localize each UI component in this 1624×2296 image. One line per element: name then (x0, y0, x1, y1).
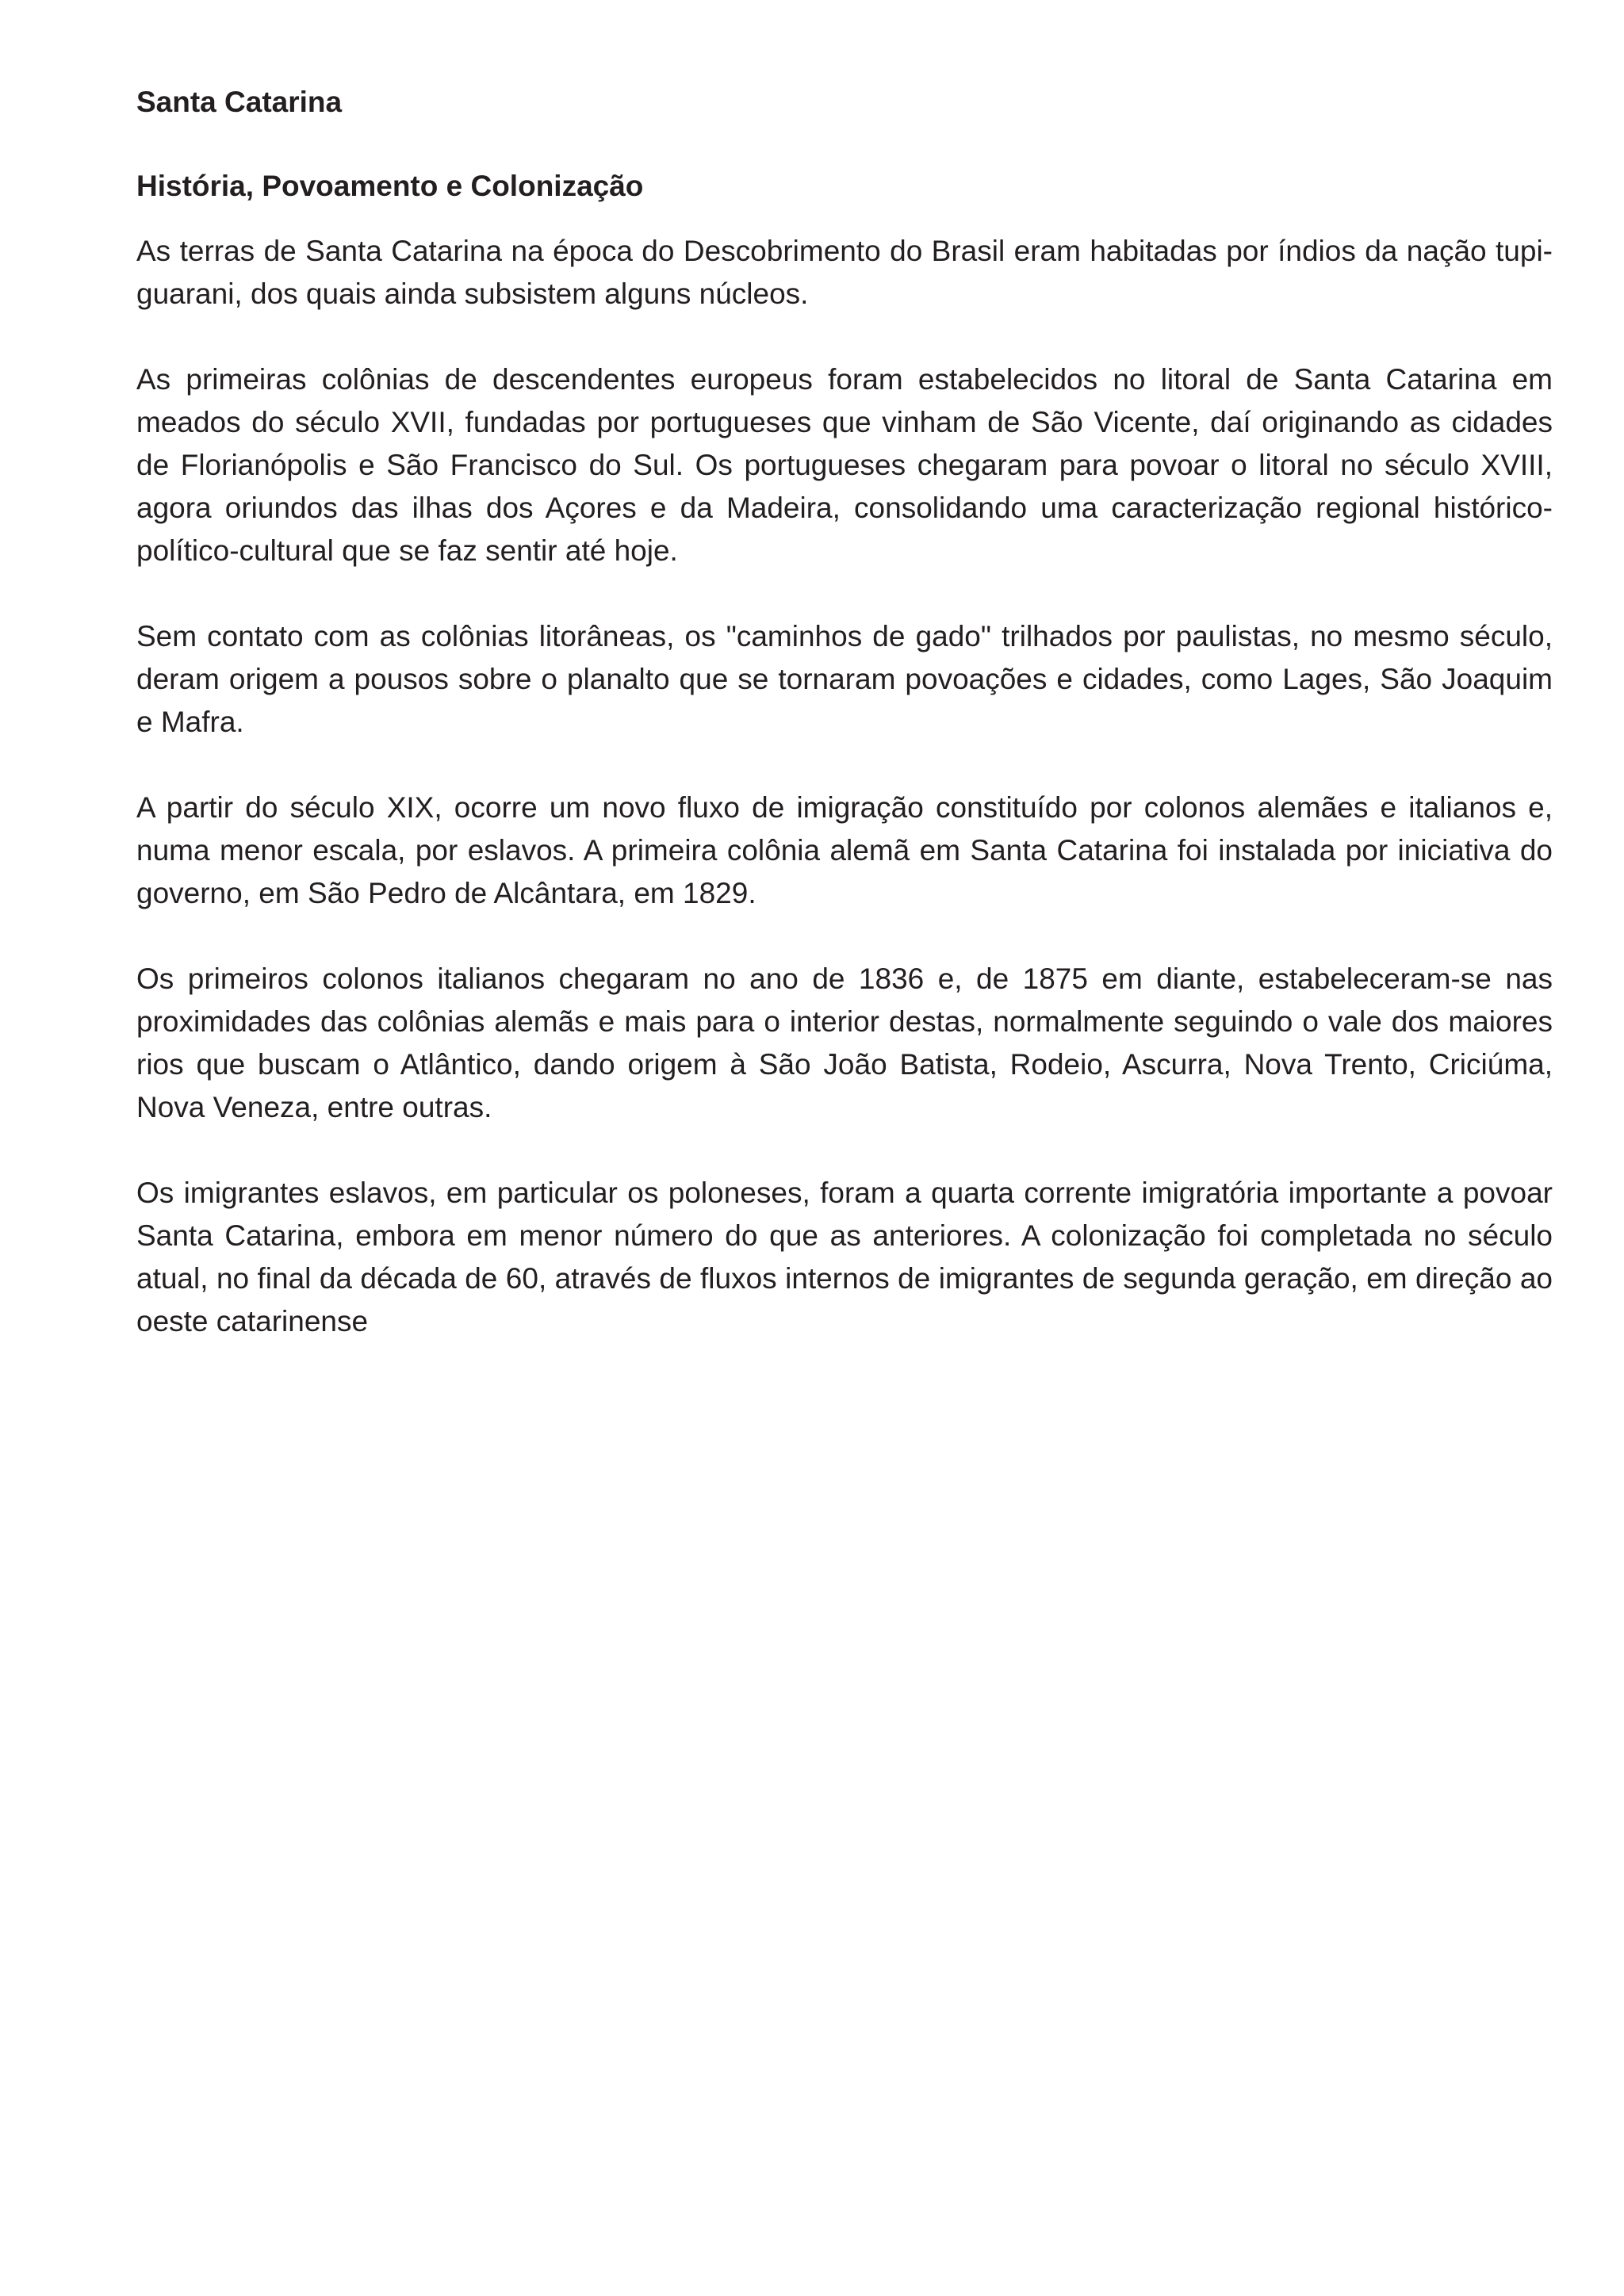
paragraph-portuguese-colonies: As primeiras colônias de descendentes europeus foram estabelecidos no litoral de Santa Catarina em meados do século XVII, fundadas por portugueses que vinham de São Vicente, daí originando as cidades de Florianópolis e São Francisco do Sul. Os portugueses chegaram para povoar o litoral no século XVIII, agora oriundos das ilhas dos Açores e da Madeira, consolidando uma caracterização regional histórico-político-cultural que se faz sentir até hoje. (136, 363, 1553, 567)
paragraph-indigenous: As terras de Santa Catarina na época do Descobrimento do Brasil eram habitadas por índios da nação tupi-guarani, dos quais ainda subsistem alguns núcleos. (136, 235, 1553, 310)
paragraph-list (136, 230, 1553, 1343)
paragraph-cattle-trails: Sem contato com as colônias litorâneas, os "caminhos de gado" trilhados por paulistas, no mesmo século, deram origem a pousos sobre o planalto que se tornaram povoações e cidades, como Lages, São Joaquim e Mafra. (136, 620, 1553, 738)
document-body (136, 82, 1553, 1386)
section-heading: História, Povoamento e Colonização (136, 170, 644, 202)
paragraph-slavic-immigrants: Os imigrantes eslavos, em particular os poloneses, foram a quarta corrente imigratória importante a povoar Santa Catarina, embora em menor número do que as anteriores. A colonização foi completada no século atual, no final da década de 60, através de fluxos internos de imigrantes de segunda geração, em direção ao oeste catarinense (136, 1177, 1553, 1337)
paragraph-german-immigration: A partir do século XIX, ocorre um novo fluxo de imigração constituído por colonos alemães e italianos e, numa menor escala, por eslavos. A primeira colônia alemã em Santa Catarina foi instalada por iniciativa do governo, em São Pedro de Alcântara, em 1829. (136, 791, 1553, 909)
paragraph-italian-colonists: Os primeiros colonos italianos chegaram no ano de 1836 e, de 1875 em diante, estabeleceram-se nas proximidades das colônias alemãs e mais para o interior destas, normalmente seguindo o vale dos maiores rios que buscam o Atlântico, dando origem à São João Batista, Rodeio, Ascurra, Nova Trento, Criciúma, Nova Veneza, entre outras. (136, 962, 1553, 1123)
document-title: Santa Catarina (136, 86, 343, 118)
